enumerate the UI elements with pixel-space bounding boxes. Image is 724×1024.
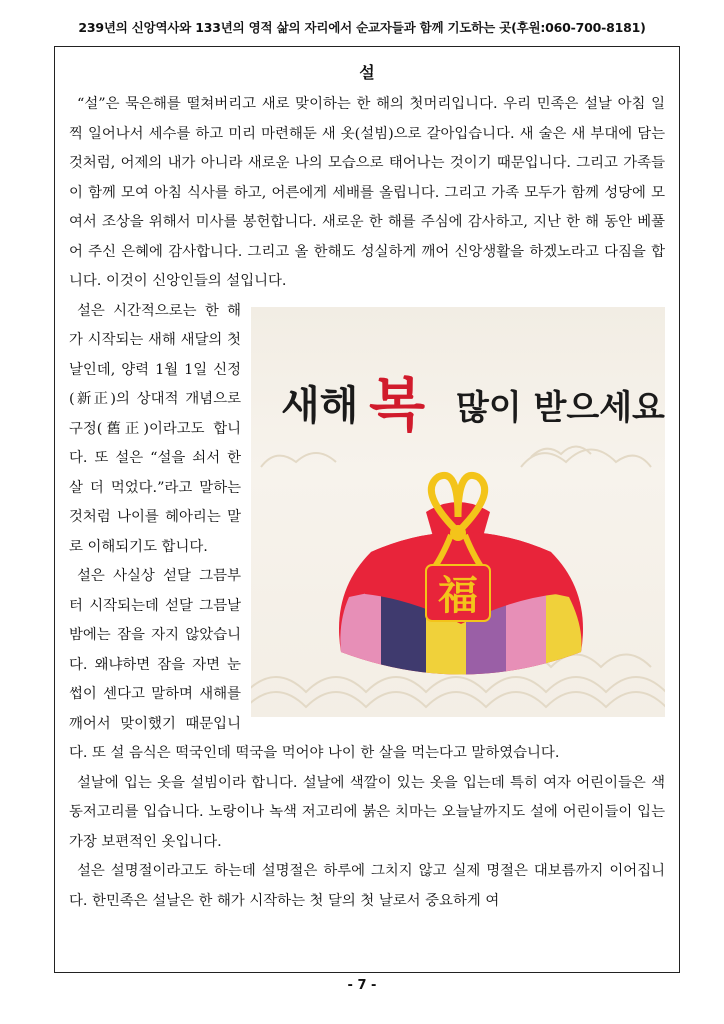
paragraph-eve: 설은 사실상 섣달 그믐부터 시작되는데 섣달 그믐날 밤에는 잠을 자지 않았습니다. 왜냐하면 잠을 자면 눈썹이 센다고 말하며 새해를 깨어서 맞이했기 때문입니다. 또 설 음식은 떡국인데 떡국을 먹어야 나이 한 살을 먹는다고 말하였습니다.	[69, 568, 560, 761]
new-year-illustration	[251, 307, 665, 717]
paragraph-seolnal-meaning: 설은 시간적으로는 한 해가 시작되는 새해 새달의 첫 날인데, 양력 1월 1일 신정(新正)의 상대적 개념으로 구정(舊正)이라고도 합니다. 또 설은 “설을 쇠서 한 살 더 먹었다.”라고 말하는 것처럼 나이를 헤아리는 말로 이해되기도 합니다.	[69, 302, 241, 555]
article-title: 설	[359, 63, 375, 82]
page-number: - 7 -	[347, 978, 377, 993]
bok-character: 복	[369, 370, 426, 439]
greeting-text-rest: 많이 받으세요	[456, 387, 665, 428]
lucky-bag-image	[251, 307, 665, 717]
bag-character: 福	[438, 571, 478, 619]
paragraph-intro: “설”은 묵은해를 떨쳐버리고 새로 맞이하는 한 해의 첫머리입니다. 우리 민족은 설날 아침 일찍 일어나서 세수를 하고 미리 마련해둔 새 옷(설빔)으로 갈아입습니다. 새 술은 새 부대에 담는 것처럼, 어제의 내가 아니라 새로운 나의 모습으로 태어나는 것이기 때문입니다. 그리고 가족들이 함께 모여 아침 식사를 하고, 어른에게 세배를 올립니다. 그리고 가족 모두가 함께 성당에 모여서 조상을 위해서 미사를 봉헌합니다. 새로운 한 해를 주심에 감사하고, 지난 한 해 동안 베풀어 주신 은혜에 감사합니다. 그리고 올 한해도 성실하게 깨어 신앙생활을 하겠노라고 다짐을 합니다. 이것이 신앙인들의 설입니다.	[69, 96, 665, 289]
article-body	[69, 58, 665, 916]
page-header: 239년의 신앙역사와 133년의 영적 삶의 자리에서 순교자들과 함께 기도하는 곳(후원:060-700-8181)	[78, 20, 646, 35]
paragraph-holiday: 설은 설명절이라고도 하는데 설명절은 하루에 그치지 않고 실제 명절은 대보름까지 이어집니다. 한민족은 설날은 한 해가 시작하는 첫 달의 첫 날로서 중요하게 여	[69, 863, 665, 909]
paragraph-clothes: 설날에 입는 옷을 설빔이라 합니다. 설날에 색깔이 있는 옷을 입는데 특히 여자 어린이들은 색동저고리를 입습니다. 노랑이나 녹색 저고리에 붉은 치마는 오늘날까지도 설에 어린이들이 입는 가장 보편적인 옷입니다.	[69, 774, 665, 850]
greeting-text: 새해	[281, 382, 359, 429]
